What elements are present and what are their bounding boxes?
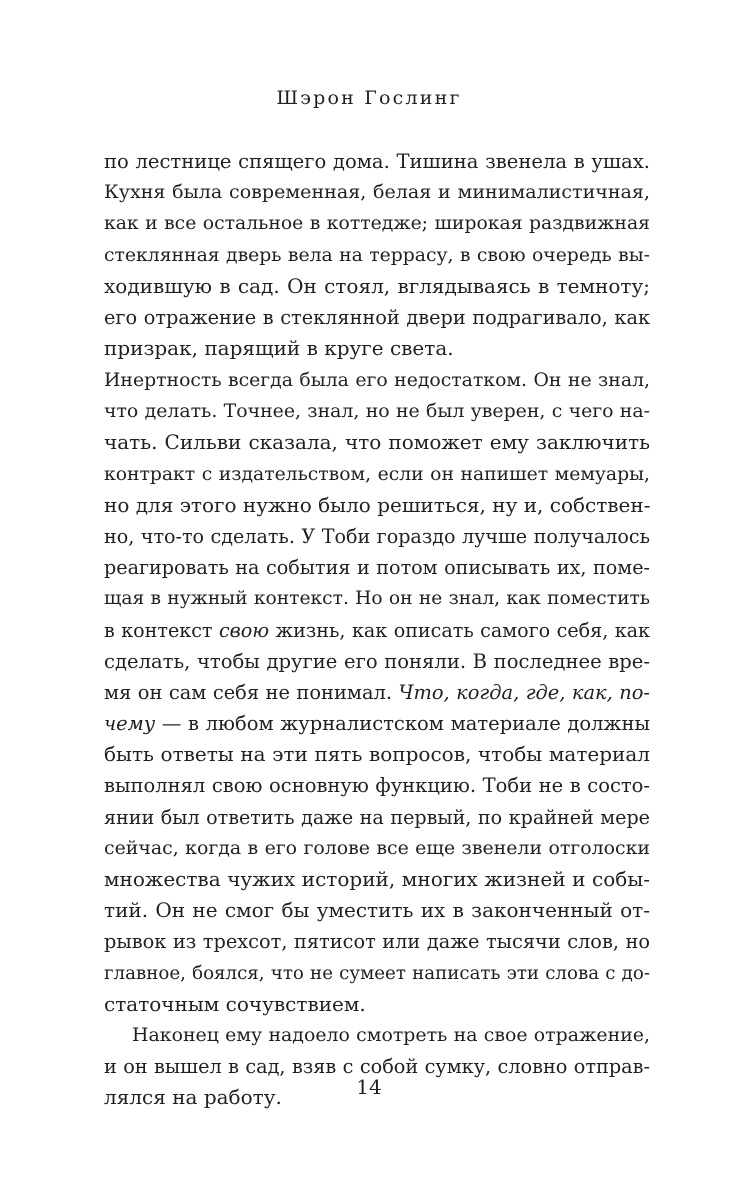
italic-emphasis: Что, когда, где, как, по- [398, 680, 650, 704]
text-line: щая в нужный контекст. Но он не знал, как поместить [104, 588, 650, 610]
text-line: но, что-то сделать. У Тоби гораздо лучше получалось [104, 524, 650, 548]
italic-emphasis: чему [104, 712, 156, 736]
text-line: по лестнице спящего дома. Тишина звенела в ушах. [104, 150, 650, 173]
text-line: выполнял свою основную функцию. Тоби не в состо- [104, 774, 650, 798]
text-line: как и все остальное в коттедже; широкая раздвижная [104, 213, 650, 235]
text-line-mixed [104, 615, 650, 646]
text-line: рывок из трехсот, пятисот или даже тысячи слов, но [104, 930, 650, 954]
text-line: сделать, чтобы другие его поняли. В последнее вре- [104, 649, 650, 673]
text-line: чать. Сильви сказала, что поможет ему заключить [104, 430, 650, 455]
text-line: стеклянная дверь вела на террасу, в свою очередь вы- [104, 244, 650, 266]
text-line: его отражение в стеклянной двери подрагивало, как [104, 305, 650, 329]
text-line: янии был ответить даже на первый, по крайней мере [104, 805, 650, 829]
text-segment: в контекст [104, 618, 219, 642]
text-line: Инертность всегда была его недостатком. Он не знал, [104, 370, 650, 391]
italic-emphasis: свою [218, 618, 270, 642]
text-segment: мя он сам себя не понимал. [104, 680, 399, 704]
text-line: и он вышел в сад, взяв с собой сумку, словно отправ- [104, 1055, 650, 1079]
text-line: реагировать на события и потом описывать их, поме- [104, 556, 650, 580]
text-line: Кухня была современная, белая и минималистичная, [104, 181, 650, 204]
text-line: что делать. Точнее, знал, но не был уверен, с чего на- [104, 400, 650, 423]
text-segment: — в любом журналистском материале должны [155, 712, 650, 736]
paragraph-1 [104, 146, 650, 364]
text-line: главное, боялся, что не сумеет написать эти слова с до- [104, 962, 650, 984]
text-line-mixed [104, 677, 650, 708]
text-line: тий. Он не смог бы уместить их в законченный от- [104, 898, 650, 923]
text-line: призрак, парящий в круге света. [104, 336, 454, 361]
text-line: контракт с издательством, если он напишет мемуары, [104, 463, 650, 485]
text-line: сейчас, когда в его голове все еще звенели отголоски [104, 836, 650, 859]
text-line-mixed [104, 708, 650, 739]
text-segment: жизнь, как описать самого себя, как [269, 618, 650, 642]
text-line: ходившую в сад. Он стоял, вглядываясь в темноту; [104, 273, 650, 298]
running-head-author: Шэрон Гослинг [276, 87, 462, 109]
text-line: быть ответы на эти пять вопросов, чтобы материал [104, 742, 650, 767]
text-line: Наконец ему надоело смотреть на свое отражение, [132, 1023, 650, 1046]
page-number: 14 [356, 1075, 382, 1099]
text-line: статочным сочувствием. [104, 991, 366, 1016]
text-line: лялся на работу. [104, 1085, 282, 1110]
paragraph-2 [104, 365, 650, 1114]
text-line: но для этого нужно было решиться, ну и, собствен- [104, 492, 651, 517]
text-line: множества чужих историй, многих жизней и собы- [104, 867, 650, 891]
